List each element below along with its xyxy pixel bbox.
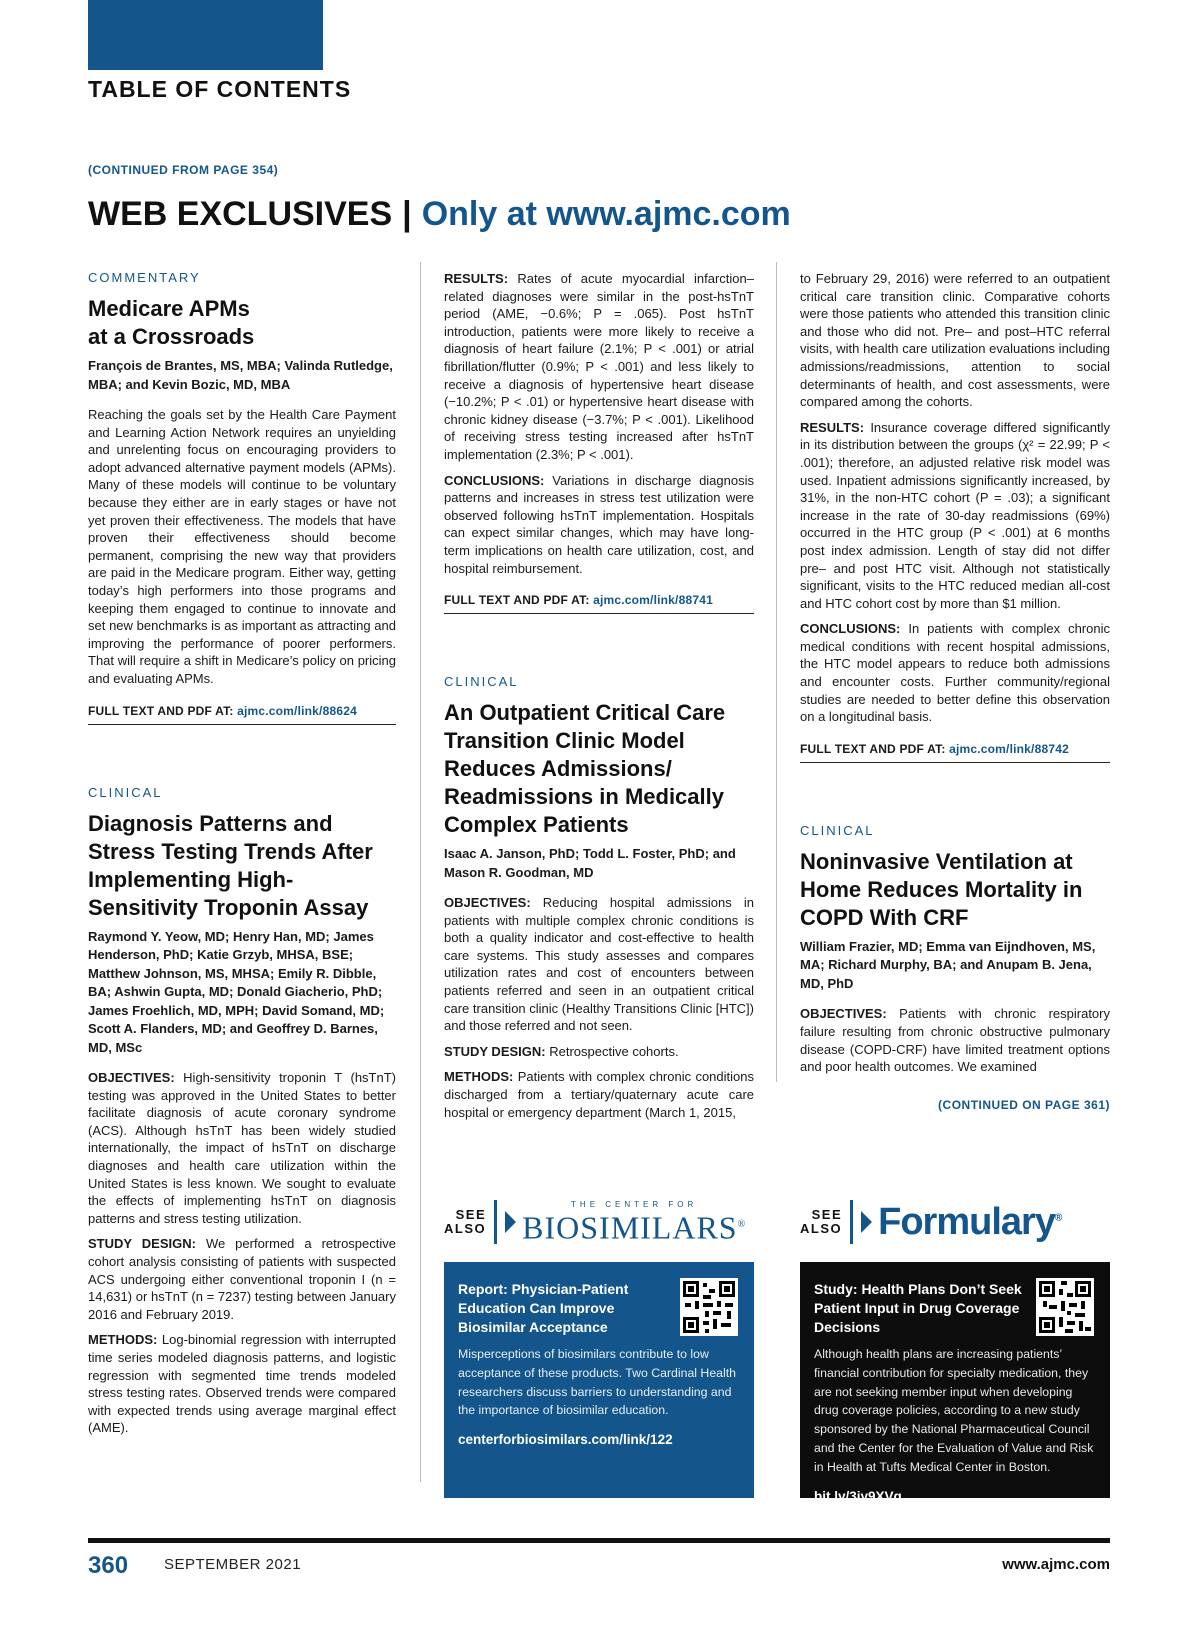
formulary-logo[interactable]: Formulary®: [878, 1200, 1062, 1243]
section-label: CLINICAL: [800, 822, 875, 838]
column-divider: [776, 262, 777, 1082]
article-title[interactable]: Noninvasive Ventilation at Home Reduces Mortality in COPD With CRF: [800, 848, 1083, 930]
ad-headline: Study: Health Plans Don’t Seek Patient Input in Drug Coverage Decisions: [814, 1281, 1022, 1335]
section-label: CLINICAL: [444, 674, 519, 690]
article-troponin: [88, 785, 396, 1437]
section-label: COMMENTARY: [88, 270, 201, 285]
conclusions-paragraph: CONCLUSIONS: Variations in discharge diagnosis patterns and increases in stress test utilization were observed following hsTnT implementation. Hospitals can expect similar changes, which may have long-term implications on health care utilization, cost, and hospital reimbursement.: [444, 472, 754, 576]
fulltext-link[interactable]: ajmc.com/link/88741: [593, 593, 713, 608]
objectives-paragraph: OBJECTIVES: Reducing hospital admissions in patients with multiple complex chronic conditions is both a quality indicator and cost-effective to health care systems. This study assesses and compares utilization rates and cost of encounters between patients referred and seen in an outpatient critical care transition clinic (Healthy Transitions Clinic [HTC]) and those referred and not seen.: [444, 895, 754, 1034]
issue-date: SEPTEMBER 2021: [164, 1556, 302, 1573]
column-2: [444, 270, 754, 1129]
continued-on-note: (CONTINUED ON PAGE 361): [938, 1097, 1110, 1112]
logo-divider: [850, 1200, 853, 1244]
objectives-paragraph: OBJECTIVES: Patients with chronic respiratory failure resulting from chronic obstructive pulmonary disease (COPD-CRF) have limited treatment options and poor health outcomes. We examined: [800, 1006, 1110, 1075]
fulltext-link[interactable]: ajmc.com/link/88624: [237, 703, 357, 718]
objectives-paragraph: OBJECTIVES: High-sensitivity troponin T (hsTnT) testing was approved in the United States to better facilitate diagnosis of acute coronary syndrome (ACS). Although hsTnT has been widely studied internationally, the impact of hsTnT on discharge diagnoses and health care utilization within the United States is less known. We sought to evaluate the effects of implementing hsTnT on diagnosis patterns and stress testing utilization.: [88, 1070, 396, 1226]
qr-code-icon: [1036, 1278, 1094, 1336]
article-title[interactable]: Medicare APMs at a Crossroads: [88, 296, 255, 349]
article-commentary: [88, 270, 396, 725]
conclusions-paragraph: CONCLUSIONS: In patients with complex chronic medical conditions with recent hospital admissions, the HTC model appears to reduce both admissions and encounter costs. Further community/regional studies are needed to better define this observation on a longitudinal basis.: [800, 621, 1110, 725]
column-divider: [420, 262, 421, 1482]
study-design-paragraph: STUDY DESIGN: We performed a retrospective cohort analysis consisting of patients with suspected ACS undergoing either conventional troponin I (n = 14,631) or hsTnT (n = 7237) testing between January 2016 and February 2019.: [88, 1236, 396, 1322]
article-abstract: Reaching the goals set by the Health Care Payment and Learning Action Network requires an unyielding and unrelenting focus on encouraging providers to adopt advanced alternative payment models (APMs). Many of these models will continue to be voluntary because they either are in early stages or have not yet proven their effectiveness. The models that have proven their effectiveness should become permanent, comprising the new way that providers are paid in the Medicare program. Either way, getting today’s high performers into those programs and keeping them engaged to continue to innovate and set new benchmarks is as important as attracting and improving the performance of poorer performers. That will require a shift in Medicare’s policy on pricing and evaluating APMs.: [88, 407, 396, 686]
article-authors: François de Brantes, MS, MBA; Valinda Rutledge, MBA; and Kevin Bozic, MD, MBA: [88, 358, 393, 392]
ad-headline: Report: Physician-Patient Education Can Improve Biosimilar Acceptance: [458, 1281, 629, 1335]
column-3: [800, 270, 1110, 1112]
formulary-ad-box[interactable]: [800, 1262, 1110, 1504]
biosimilars-logo[interactable]: THE CENTER FOR BIOSIMILARS®: [522, 1200, 747, 1246]
methods-paragraph: METHODS: Patients with complex chronic conditions discharged from a tertiary/quaternary acute care hospital or emergency department (March 1, 2015,: [444, 1069, 754, 1120]
table-of-contents-title: TABLE OF CONTENTS: [88, 76, 352, 102]
see-also-label: SEE ALSO: [800, 1207, 843, 1236]
ad-link[interactable]: centerforbiosimilars.com/link/122: [458, 1432, 673, 1448]
column-1: [88, 270, 396, 1445]
arrow-icon: [505, 1211, 516, 1233]
qr-code-icon: [680, 1278, 738, 1336]
fulltext-label: FULL TEXT AND PDF AT:: [800, 741, 946, 756]
web-exclusives-heading: [88, 195, 791, 234]
fulltext-label: FULL TEXT AND PDF AT:: [88, 703, 234, 718]
footer-rule: [88, 1538, 1110, 1543]
article-noninvasive-ventilation: [800, 823, 1110, 1076]
fulltext-line: [88, 704, 396, 725]
heading-separator: |: [402, 195, 412, 233]
see-also-label: SEE ALSO: [444, 1207, 487, 1236]
fulltext-line: [444, 593, 754, 614]
logo-divider: [494, 1200, 497, 1244]
results-paragraph: RESULTS: Rates of acute myocardial infarction–related diagnoses were similar in the post-hsTnT period (AME, −0.6%; P = .065). Post hsTnT introduction, patients were more likely to receive a diagnosis of heart failure (2.1%; P < .001) or atrial fibrillation/flutter (0.9%; P < .001) and less likely to receive a diagnosis of hypertensive heart disease (−10.2%; P < .01) or hypertensive heart disease with chronic kidney disease (−3.7%; P < .001). Likelihood of receiving stress testing increased after hsTnT implementation (2.3%; P < .001).: [444, 271, 754, 462]
article-authors: William Frazier, MD; Emma van Eijndhoven, MS, MA; Richard Murphy, BA; and Anupam B. Jena, MD, PhD: [800, 938, 1096, 991]
article-authors: Raymond Y. Yeow, MD; Henry Han, MD; James Henderson, PhD; Katie Grzyb, MHSA, BSE; Matthew Johnson, MS, MHSA; Emily R. Dibble, BA; Ashwin Gupta, MD; Donald Giacherio, PhD; James Froehlich, MD, MPH; David Somand, MD; Scott A. Flanders, MD; and Geoffrey D. Barnes, MD, MSc: [88, 928, 385, 1055]
section-label: CLINICAL: [88, 784, 163, 800]
study-design-paragraph: STUDY DESIGN: Retrospective cohorts.: [444, 1043, 679, 1059]
article-authors: Isaac A. Janson, PhD; Todd L. Foster, PhD; and Mason R. Goodman, MD: [444, 846, 736, 880]
ad-link[interactable]: bit.ly/3jy9XVq: [814, 1488, 902, 1504]
fulltext-link[interactable]: ajmc.com/link/88742: [949, 741, 1069, 756]
continued-from-note: (CONTINUED FROM PAGE 354): [88, 163, 279, 177]
footer-site-link[interactable]: www.ajmc.com: [1002, 1556, 1110, 1573]
results-paragraph: RESULTS: Insurance coverage differed significantly in its distribution between the groups (χ² = 22.99; P < .001); therefore, an adjusted relative risk model was used. Inpatient admissions significantly increased, by 31%, in the non-HTC cohort (P = .03); a significant increase in the rate of 30-day readmissions (69%) occurred in the HTC group (P < .001) at 6 months post index admission. Length of stay did not differ pre– and post HTC visit. Although not statistically significant, visits to the HTC reduced median all-cost and HTC cohort cost by more than $1 million.: [800, 419, 1110, 611]
methods-continued-paragraph: to February 29, 2016) were referred to an outpatient critical care transition clinic. Comparative cohorts were those patients who attended this transition clinic and those who did not. Pre– and post–HTC referral visits, with health care utilization evaluations including admissions/readmissions, attention to social determinants of health, and cost assessments, were compared among the cohorts.: [800, 271, 1110, 410]
page-number: 360: [88, 1552, 129, 1579]
web-exclusives-label: WEB EXCLUSIVES: [88, 195, 393, 233]
article-title[interactable]: An Outpatient Critical Care Transition Clinic Model Reduces Admissions/ Readmissions in Medically Complex Patients: [444, 700, 726, 838]
only-at-link[interactable]: Only at www.ajmc.com: [421, 195, 791, 233]
arrow-icon: [861, 1211, 872, 1233]
formulary-logo-row: [800, 1194, 1110, 1250]
biosimilars-logo-row: [444, 1194, 754, 1250]
article-transition-clinic: [444, 674, 754, 1121]
header-color-block: [88, 0, 323, 70]
ad-body: Although health plans are increasing patients’ financial contribution for specialty medication, they are not seeking member input when developing drug coverage policies, according to a new study sponsored by the National Pharmaceutical Council and the Center for the Evaluation of Value and Risk in Health at Tufts Medical Center in Boston.: [814, 1347, 1094, 1474]
fulltext-line: [800, 742, 1110, 763]
methods-paragraph: METHODS: Log-binomial regression with interrupted time series modeled diagnosis patterns, and logistic regression with segmented time trends modeled stress testing rates. Observed trends were compared with expected trends using average marginal effect (AME).: [88, 1332, 396, 1436]
ad-body: Misperceptions of biosimilars contribute to low acceptance of these products. Two Cardinal Health researchers discuss barriers to understanding and the importance of biosimilar education.: [458, 1347, 736, 1418]
biosimilars-ad-box[interactable]: [444, 1262, 754, 1498]
fulltext-label: FULL TEXT AND PDF AT:: [444, 593, 590, 608]
article-title[interactable]: Diagnosis Patterns and Stress Testing Trends After Implementing High-Sensitivity Troponin Assay: [88, 810, 373, 920]
